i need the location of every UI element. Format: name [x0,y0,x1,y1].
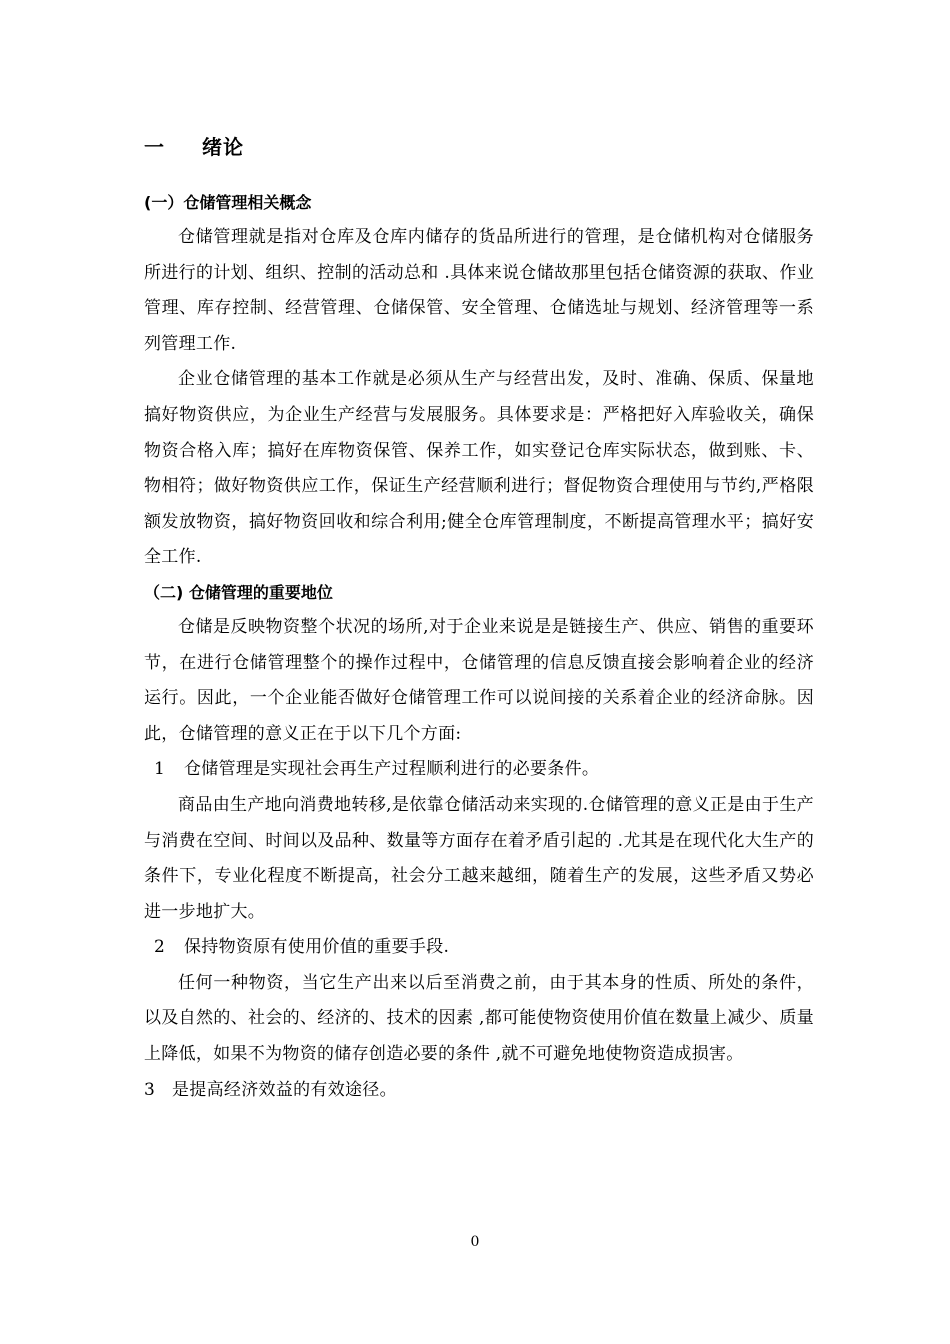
item-number: 2 [154,937,166,958]
section-importance [144,576,814,1108]
item-number: 1 [154,759,166,780]
section-concepts [144,186,814,576]
paragraph: 仓储管理就是指对仓库及仓库内储存的货品所进行的管理，是仓储机构对仓储服务所进行的计划、组织、控制的活动总和 .具体来说仓储故那里包括仓储资源的获取、作业管理、库存控制、经营管理、仓储保管、安全管理、仓储选址与规划、经济管理等一系列管理工作. [144,227,814,354]
item-text: 保持物资原有使用价值的重要手段. [184,937,450,958]
paragraph: 企业仓储管理的基本工作就是必须从生产与经营出发，及时、准确、保质、保量地搞好物资供应，为企业生产经营与发展服务。具体要求是：严格把好入库验收关，确保物资合格入库；搞好在库物资保管、保养工作，如实登记仓库实际状态，做到账、卡、物相符；做好物资供应工作，保证生产经营顺利进行；督促物资合理使用与节约,严格限额发放物资，搞好物资回收和综合利用;健全仓库管理制度，不断提高管理水平；搞好安全工作. [144,369,814,568]
item-text: 仓储管理是实现社会再生产过程顺利进行的必要条件。 [184,759,600,780]
paragraph: 仓储是反映物资整个状况的场所,对于企业来说是是链接生产、供应、销售的重要环节，在进行仓储管理整个的操作过程中，仓储管理的信息反馈直接会影响着企业的经济运行。因此，一个企业能否做好仓储管理工作可以说间接的关系着企业的经济命脉。因此，仓储管理的意义正在于以下几个方面: [144,616,814,744]
numbered-item [144,752,814,788]
item-number: 3 [144,1079,156,1100]
chapter-heading [144,126,814,168]
page-number: 0 [470,1234,480,1250]
document-body [144,126,814,1108]
numbered-item [144,930,814,966]
numbered-item [144,1073,814,1109]
chapter-number: 一 [144,135,165,159]
paragraph: 商品由生产地向消费地转移,是依靠仓储活动来实现的.仓储管理的意义正是由于生产与消费在空间、时间以及品种、数量等方面存在着矛盾引起的 .尤其是在现代化大生产的条件下，专业化程度不断提高，社会分工越来越细，随着生产的发展，这些矛盾又势必进一步地扩大。 [144,794,814,922]
item-text: 是提高经济效益的有效途径。 [172,1079,397,1100]
section-heading: （二) 仓储管理的重要地位 [144,582,333,602]
paragraph: 任何一种物资，当它生产出来以后至消费之前，由于其本身的性质、所处的条件，以及自然的、社会的、经济的、技术的因素 ,都可能使物资使用价值在数量上减少、质量上降低，如果不为物资的储存创造必要的条件 ,就不可避免地使物资造成损害。 [144,972,814,1065]
chapter-title: 绪论 [202,135,244,159]
section-heading: (一）仓储管理相关概念 [144,193,312,212]
